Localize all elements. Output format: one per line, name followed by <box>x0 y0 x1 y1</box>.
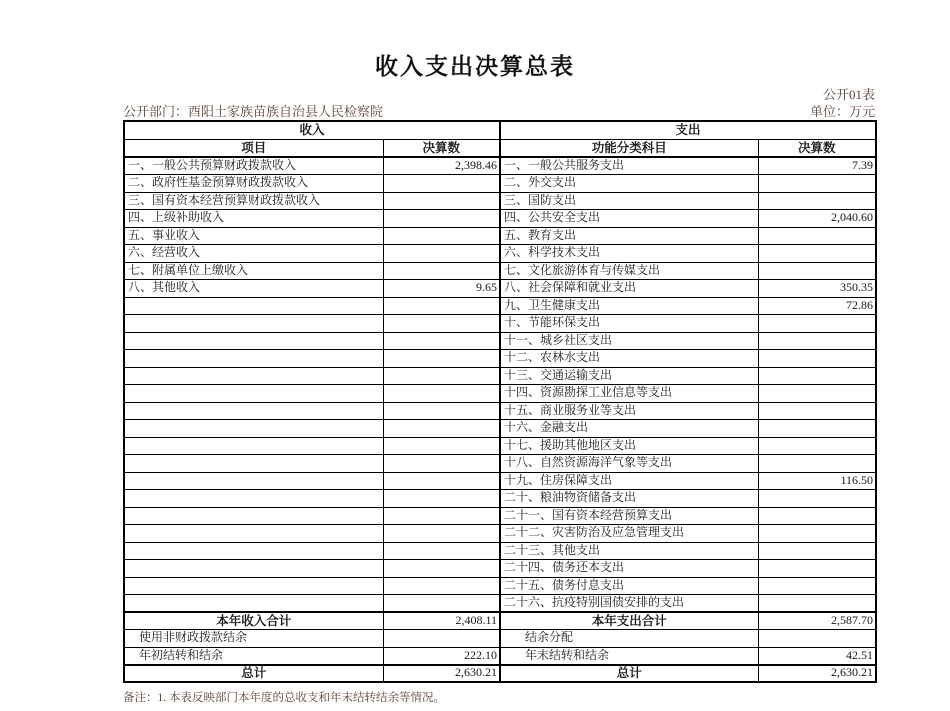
expense-value-cell <box>758 192 876 210</box>
grand-expense-total-label: 总计 <box>500 665 758 683</box>
expense-item-cell: 二、外交支出 <box>500 175 758 193</box>
income-item-cell <box>124 402 383 420</box>
expense-value-cell <box>758 175 876 193</box>
table-row <box>124 262 876 280</box>
table-row <box>124 542 876 560</box>
income-amount-header: 决算数 <box>383 139 500 157</box>
expense-item-cell: 六、科学技术支出 <box>500 245 758 263</box>
expense-item-cell: 二十二、灾害防治及应急管理支出 <box>500 525 758 543</box>
expense-value-cell <box>758 490 876 508</box>
income-item-cell: 二、政府性基金预算财政拨款收入 <box>124 175 383 193</box>
income-value-cell <box>383 525 500 543</box>
income-value-cell <box>383 227 500 245</box>
income-value-cell <box>383 297 500 315</box>
table-row <box>124 367 876 385</box>
year-expense-total-value: 2,587.70 <box>758 612 876 630</box>
expense-item-header: 功能分类科目 <box>500 139 758 157</box>
expense-value-cell <box>758 560 876 578</box>
expense-value-cell <box>758 525 876 543</box>
income-value-cell: 9.65 <box>383 280 500 298</box>
income-item-cell <box>124 472 383 490</box>
expense-value-cell: 2,040.60 <box>758 210 876 228</box>
section-header-row <box>124 121 876 139</box>
closing-balance-label: 年末结转和结余 <box>500 647 758 665</box>
income-value-cell <box>383 437 500 455</box>
year-total-row <box>124 612 876 630</box>
expense-item-cell: 十六、金融支出 <box>500 420 758 438</box>
table-row <box>124 315 876 333</box>
income-value-cell <box>383 542 500 560</box>
closing-balance-value: 42.51 <box>758 647 876 665</box>
column-header-row <box>124 139 876 157</box>
expense-item-cell: 二十四、债务还本支出 <box>500 560 758 578</box>
expense-item-cell: 十四、资源勘探工业信息等支出 <box>500 385 758 403</box>
expense-value-cell <box>758 455 876 473</box>
table-row <box>124 437 876 455</box>
income-value-cell <box>383 560 500 578</box>
expense-value-cell: 350.35 <box>758 280 876 298</box>
income-value-cell <box>383 332 500 350</box>
income-item-cell <box>124 350 383 368</box>
income-value-cell <box>383 507 500 525</box>
table-row <box>124 332 876 350</box>
income-value-cell <box>383 367 500 385</box>
income-value-cell <box>383 245 500 263</box>
opening-balance-value: 222.10 <box>383 647 500 665</box>
expense-item-cell: 十三、交通运输支出 <box>500 367 758 385</box>
expense-item-cell: 七、文化旅游体育与传媒支出 <box>500 262 758 280</box>
expense-value-cell <box>758 385 876 403</box>
expense-item-cell: 一、一般公共服务支出 <box>500 157 758 175</box>
expense-value-cell <box>758 595 876 613</box>
year-income-total-value: 2,408.11 <box>383 612 500 630</box>
income-item-cell: 七、附属单位上缴收入 <box>124 262 383 280</box>
expense-item-cell: 五、教育支出 <box>500 227 758 245</box>
footnote: 备注：1. 本表反映部门本年度的总收支和年末结转结余等情况。 <box>123 692 445 704</box>
department-label: 公开部门：酉阳土家族苗族自治县人民检察院 <box>123 104 384 119</box>
income-value-cell <box>383 262 500 280</box>
income-item-cell <box>124 542 383 560</box>
income-value-cell <box>383 595 500 613</box>
expense-value-cell <box>758 367 876 385</box>
grand-total-row <box>124 665 876 683</box>
table-row <box>124 297 876 315</box>
income-item-cell: 四、上级补助收入 <box>124 210 383 228</box>
opening-balance-label: 年初结转和结余 <box>124 647 383 665</box>
expense-amount-header: 决算数 <box>758 139 876 157</box>
expense-item-cell: 十九、住房保障支出 <box>500 472 758 490</box>
expense-item-cell: 二十六、抗疫特别国债安排的支出 <box>500 595 758 613</box>
year-expense-total-label: 本年支出合计 <box>500 612 758 630</box>
grand-expense-total-value: 2,630.21 <box>758 665 876 683</box>
income-value-cell <box>383 210 500 228</box>
expense-item-cell: 九、卫生健康支出 <box>500 297 758 315</box>
income-value-cell <box>383 577 500 595</box>
income-value-cell: 2,398.46 <box>383 157 500 175</box>
income-item-cell <box>124 525 383 543</box>
table-row <box>124 525 876 543</box>
income-value-cell <box>383 385 500 403</box>
income-value-cell <box>383 490 500 508</box>
income-item-cell <box>124 297 383 315</box>
year-income-total-label: 本年收入合计 <box>124 612 383 630</box>
expense-value-cell <box>758 420 876 438</box>
income-item-cell <box>124 595 383 613</box>
table-row <box>124 350 876 368</box>
table-row <box>124 560 876 578</box>
income-item-cell: 三、国有资本经营预算财政拨款收入 <box>124 192 383 210</box>
table-row <box>124 455 876 473</box>
page-title: 收入支出决算总表 <box>375 53 575 79</box>
income-item-cell <box>124 437 383 455</box>
expense-item-cell: 十八、自然资源海洋气象等支出 <box>500 455 758 473</box>
income-section-header: 收入 <box>124 121 500 139</box>
expense-item-cell: 十一、城乡社区支出 <box>500 332 758 350</box>
income-item-cell: 一、一般公共预算财政拨款收入 <box>124 157 383 175</box>
income-item-cell: 六、经营收入 <box>124 245 383 263</box>
expense-value-cell <box>758 577 876 595</box>
table-row <box>124 420 876 438</box>
expense-section-header: 支出 <box>500 121 876 139</box>
expense-item-cell: 三、国防支出 <box>500 192 758 210</box>
expense-item-cell: 二十三、其他支出 <box>500 542 758 560</box>
income-value-cell <box>383 175 500 193</box>
budget-summary-table <box>123 120 877 683</box>
table-row <box>124 595 876 613</box>
expense-value-cell <box>758 227 876 245</box>
non-fiscal-balance-label: 使用非财政拨款结余 <box>124 630 383 648</box>
expense-value-cell: 7.39 <box>758 157 876 175</box>
expense-item-cell: 十五、商业服务业等支出 <box>500 402 758 420</box>
non-fiscal-balance-value <box>383 630 500 648</box>
income-item-cell <box>124 367 383 385</box>
expense-value-cell <box>758 315 876 333</box>
table-row <box>124 280 876 298</box>
expense-item-cell: 二十一、国有资本经营预算支出 <box>500 507 758 525</box>
distribution-value <box>758 630 876 648</box>
income-item-cell <box>124 420 383 438</box>
expense-value-cell <box>758 350 876 368</box>
expense-item-cell: 十、节能环保支出 <box>500 315 758 333</box>
expense-item-cell: 二十五、债务付息支出 <box>500 577 758 595</box>
income-item-header: 项目 <box>124 139 383 157</box>
table-row <box>124 507 876 525</box>
grand-income-total-label: 总计 <box>124 665 383 683</box>
expense-item-cell: 八、社会保障和就业支出 <box>500 280 758 298</box>
table-row <box>124 157 876 175</box>
table-row <box>124 227 876 245</box>
grand-income-total-value: 2,630.21 <box>383 665 500 683</box>
income-item-cell <box>124 385 383 403</box>
income-value-cell <box>383 455 500 473</box>
table-row <box>124 630 876 648</box>
income-item-cell <box>124 490 383 508</box>
income-item-cell <box>124 577 383 595</box>
distribution-label: 结余分配 <box>500 630 758 648</box>
income-value-cell <box>383 402 500 420</box>
expense-value-cell <box>758 332 876 350</box>
income-item-cell <box>124 315 383 333</box>
income-item-cell: 八、其他收入 <box>124 280 383 298</box>
income-item-cell: 五、事业收入 <box>124 227 383 245</box>
income-item-cell <box>124 560 383 578</box>
income-item-cell <box>124 332 383 350</box>
table-row <box>124 402 876 420</box>
table-row <box>124 577 876 595</box>
unit-label: 单位：万元 <box>809 104 875 119</box>
income-value-cell <box>383 472 500 490</box>
expense-value-cell <box>758 542 876 560</box>
expense-value-cell <box>758 245 876 263</box>
expense-item-cell: 十二、农林水支出 <box>500 350 758 368</box>
income-item-cell <box>124 455 383 473</box>
expense-item-cell: 四、公共安全支出 <box>500 210 758 228</box>
table-row <box>124 245 876 263</box>
table-row <box>124 472 876 490</box>
table-row <box>124 490 876 508</box>
table-row <box>124 385 876 403</box>
meta-line <box>123 101 875 120</box>
income-value-cell <box>383 350 500 368</box>
table-row <box>124 192 876 210</box>
sheet-code: 公开01表 <box>822 87 875 102</box>
expense-value-cell <box>758 437 876 455</box>
expense-item-cell: 二十、粮油物资储备支出 <box>500 490 758 508</box>
expense-value-cell <box>758 402 876 420</box>
expense-value-cell: 116.50 <box>758 472 876 490</box>
expense-item-cell: 十七、援助其他地区支出 <box>500 437 758 455</box>
table-row <box>124 647 876 665</box>
table-row <box>124 210 876 228</box>
income-value-cell <box>383 315 500 333</box>
income-item-cell <box>124 507 383 525</box>
expense-value-cell <box>758 507 876 525</box>
income-value-cell <box>383 192 500 210</box>
expense-value-cell <box>758 262 876 280</box>
expense-value-cell: 72.86 <box>758 297 876 315</box>
income-value-cell <box>383 420 500 438</box>
table-row <box>124 175 876 193</box>
